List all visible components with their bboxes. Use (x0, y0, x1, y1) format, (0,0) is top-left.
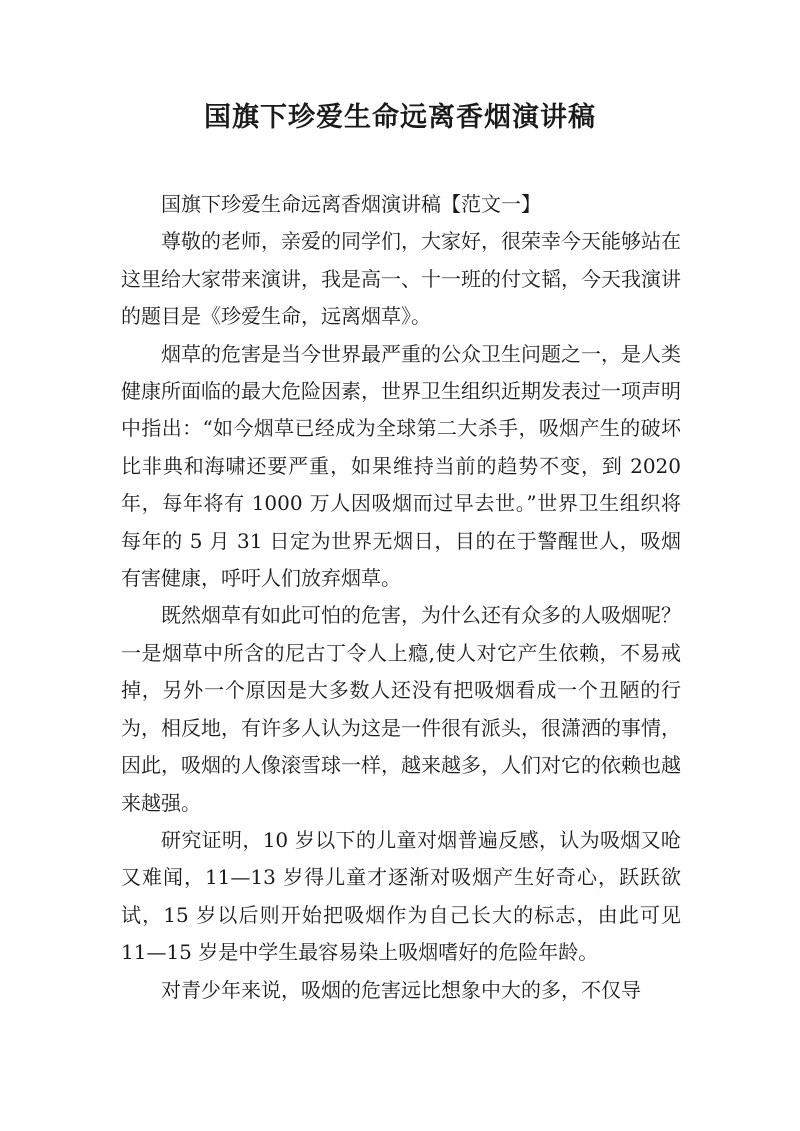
paragraph-why-smoke: 既然烟草有如此可怕的危害，为什么还有众多的人吸烟呢？一是烟草中所含的尼古丁令人上瘾,使人对它产生依赖，不易戒掉，另外一个原因是大多数人还没有把吸烟看成一个丑陋的行为，相反地，有许多人认为这是一件很有派头，很潇洒的事情，因此，吸烟的人像滚雪球一样，越来越多，人们对它的依赖也越来越强。 (121, 603, 681, 815)
paragraph-tobacco-harm: 烟草的危害是当今世界最严重的公众卫生问题之一，是人类健康所面临的最大危险因素，世界卫生组织近期发表过一项声明中指出：“如今烟草已经成为全球第二大杀手，吸烟产生的破坏比非典和海啸还要严重，如果维持当前的趋势不变，到 2020 年，每年将有 1000 万人因吸烟而过早去世。”世界卫生组织将每年的 5 月 31 日定为世界无烟日，目的在于警醒世人，吸烟有害健康，呼吁人们放弃烟草。 (121, 341, 681, 591)
paragraph-greeting: 尊敬的老师，亲爱的同学们，大家好，很荣幸今天能够站在这里给大家带来演讲，我是高一、十一班的付文韬，今天我演讲的题目是《珍爱生命，远离烟草》。 (121, 229, 681, 329)
paragraph-research: 研究证明，10 岁以下的儿童对烟普遍反感，认为吸烟又呛又难闻，11—13 岁得儿童才逐渐对吸烟产生好奇心，跃跃欲试，15 岁以后则开始把吸烟作为自己长大的标志，由此可见 11—15 岁是中学生最容易染上吸烟嗜好的危险年龄。 (121, 827, 681, 965)
document-body (121, 186, 681, 1009)
paragraph-heading: 国旗下珍爱生命远离香烟演讲稿【范文一】 (161, 192, 541, 216)
document-title: 国旗下珍爱生命远离香烟演讲稿 (204, 102, 596, 133)
paragraph-youth: 对青少年来说，吸烟的危害远比想象中大的多，不仅导 (161, 977, 641, 1002)
